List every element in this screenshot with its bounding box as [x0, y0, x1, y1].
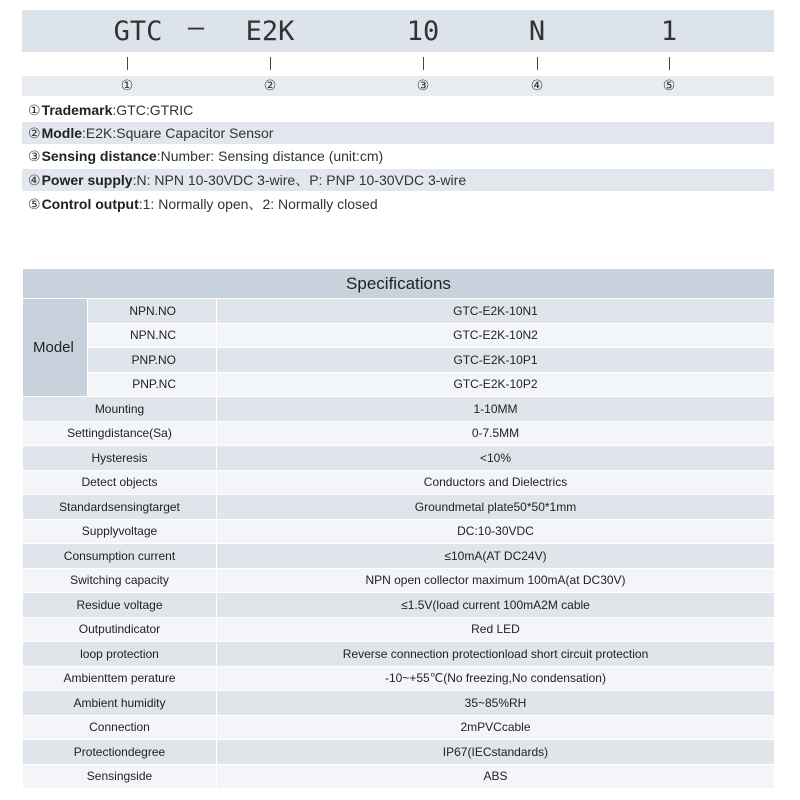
table-row	[23, 446, 775, 471]
legend-label: Sensing distance	[41, 148, 157, 164]
spec-label: Switching capacity	[23, 568, 217, 593]
code-tick	[537, 57, 538, 70]
table-row	[23, 372, 775, 397]
code-number: ③	[416, 78, 430, 94]
legend-label: Modle	[41, 125, 83, 141]
spec-value: 35~85%RH	[217, 691, 775, 716]
table-row	[23, 666, 775, 691]
legend-label: Power supply	[41, 172, 133, 188]
code-number: ①	[120, 78, 134, 94]
legend-sep: :	[112, 102, 117, 118]
legend-sep: :	[156, 148, 161, 164]
model-code: GTC-E2K-10N2	[217, 323, 775, 348]
legend-text: GTC:GTRIC	[116, 102, 194, 118]
spec-value: IP67(IECstandards)	[217, 740, 775, 765]
model-type: PNP.NO	[88, 348, 217, 373]
spec-value: ≤1.5V(load current 100mA2M cable	[217, 593, 775, 618]
code-segment-output: 1	[660, 16, 678, 47]
spec-label: Consumption current	[23, 544, 217, 569]
code-number: ②	[263, 78, 277, 94]
model-code: GTC-E2K-10N1	[217, 299, 775, 324]
code-segment-power: N	[528, 16, 546, 47]
legend-label: Control output	[41, 196, 139, 212]
table-row	[23, 421, 775, 446]
table-row	[23, 715, 775, 740]
spec-label: Residue voltage	[23, 593, 217, 618]
table-row	[23, 299, 775, 324]
table-row	[23, 691, 775, 716]
legend-label: Trademark	[41, 102, 113, 118]
spec-label: Protectiondegree	[23, 740, 217, 765]
legend-sep: :	[138, 196, 143, 212]
code-segment-distance: 10	[406, 16, 440, 47]
legend-control-output	[22, 193, 774, 215]
table-row	[23, 764, 775, 789]
legend-text: Number: Sensing distance (unit:cm)	[160, 148, 384, 164]
code-tick	[669, 57, 670, 70]
legend-model	[22, 122, 774, 144]
model-code: GTC-E2K-10P2	[217, 372, 775, 397]
table-title: Specifications	[23, 269, 775, 299]
spec-label: Outputindicator	[23, 617, 217, 642]
code-segment-model: E2K	[245, 16, 295, 47]
legend-sep: :	[82, 125, 86, 141]
model-code: GTC-E2K-10P1	[217, 348, 775, 373]
model-type: NPN.NO	[88, 299, 217, 324]
spec-value: Reverse connection protectionload short circuit protection	[217, 642, 775, 667]
code-number: ⑤	[662, 78, 676, 94]
spec-value: Conductors and Dielectrics	[217, 470, 775, 495]
legend-number: ③	[28, 149, 41, 165]
table-row	[23, 617, 775, 642]
code-segment-brand: GTC	[113, 16, 163, 47]
legend-power-supply	[22, 169, 774, 191]
spec-label: Supplyvoltage	[23, 519, 217, 544]
spec-label: Settingdistance(Sa)	[23, 421, 217, 446]
model-type: PNP.NC	[88, 372, 217, 397]
specifications-table	[22, 268, 775, 789]
table-row	[23, 397, 775, 422]
code-tick	[423, 57, 424, 70]
spec-value: -10~+55℃(No freezing,No condensation)	[217, 666, 775, 691]
spec-label: Mounting	[23, 397, 217, 422]
legend-sep: :	[132, 172, 137, 188]
spec-value: NPN open collector maximum 100mA(at DC30V)	[217, 568, 775, 593]
legend-text: N: NPN 10-30VDC 3-wire、P: PNP 10-30VDC 3-wire	[136, 172, 467, 188]
code-number: ④	[530, 78, 544, 94]
table-row	[23, 348, 775, 373]
spec-label: Ambienttem perature	[23, 666, 217, 691]
table-row	[23, 519, 775, 544]
table-row	[23, 740, 775, 765]
code-number-bar	[22, 76, 774, 96]
legend-text: E2K:Square Capacitor Sensor	[85, 125, 274, 141]
spec-value: ≤10mA(AT DC24V)	[217, 544, 775, 569]
spec-label: Ambient humidity	[23, 691, 217, 716]
table-row	[23, 642, 775, 667]
legend-number: ⑤	[28, 197, 41, 213]
table-row	[23, 495, 775, 520]
spec-value: 0-7.5MM	[217, 421, 775, 446]
code-tick	[127, 57, 128, 70]
table-row	[23, 544, 775, 569]
code-tick	[270, 57, 271, 70]
table-row	[23, 593, 775, 618]
spec-value: Red LED	[217, 617, 775, 642]
spec-label: Sensingside	[23, 764, 217, 789]
table-row	[23, 470, 775, 495]
model-header: Model	[23, 299, 88, 397]
legend-number: ②	[28, 126, 41, 142]
table-row	[23, 323, 775, 348]
table-row	[23, 568, 775, 593]
legend-number: ①	[28, 103, 41, 119]
spec-label: loop protection	[23, 642, 217, 667]
legend-text: 1: Normally open、2: Normally closed	[142, 196, 378, 212]
spec-label: Detect objects	[23, 470, 217, 495]
spec-value: 1-10MM	[217, 397, 775, 422]
code-dash: –	[187, 12, 205, 43]
spec-value: Groundmetal plate50*50*1mm	[217, 495, 775, 520]
model-type: NPN.NC	[88, 323, 217, 348]
spec-value: DC:10-30VDC	[217, 519, 775, 544]
legend-number: ④	[28, 173, 41, 189]
spec-value: <10%	[217, 446, 775, 471]
spec-label: Standardsensingtarget	[23, 495, 217, 520]
spec-value: ABS	[217, 764, 775, 789]
legend-sensing-distance	[22, 145, 774, 167]
legend-trademark	[22, 99, 774, 121]
spec-label: Hysteresis	[23, 446, 217, 471]
spec-value: 2mPVCcable	[217, 715, 775, 740]
spec-label: Connection	[23, 715, 217, 740]
